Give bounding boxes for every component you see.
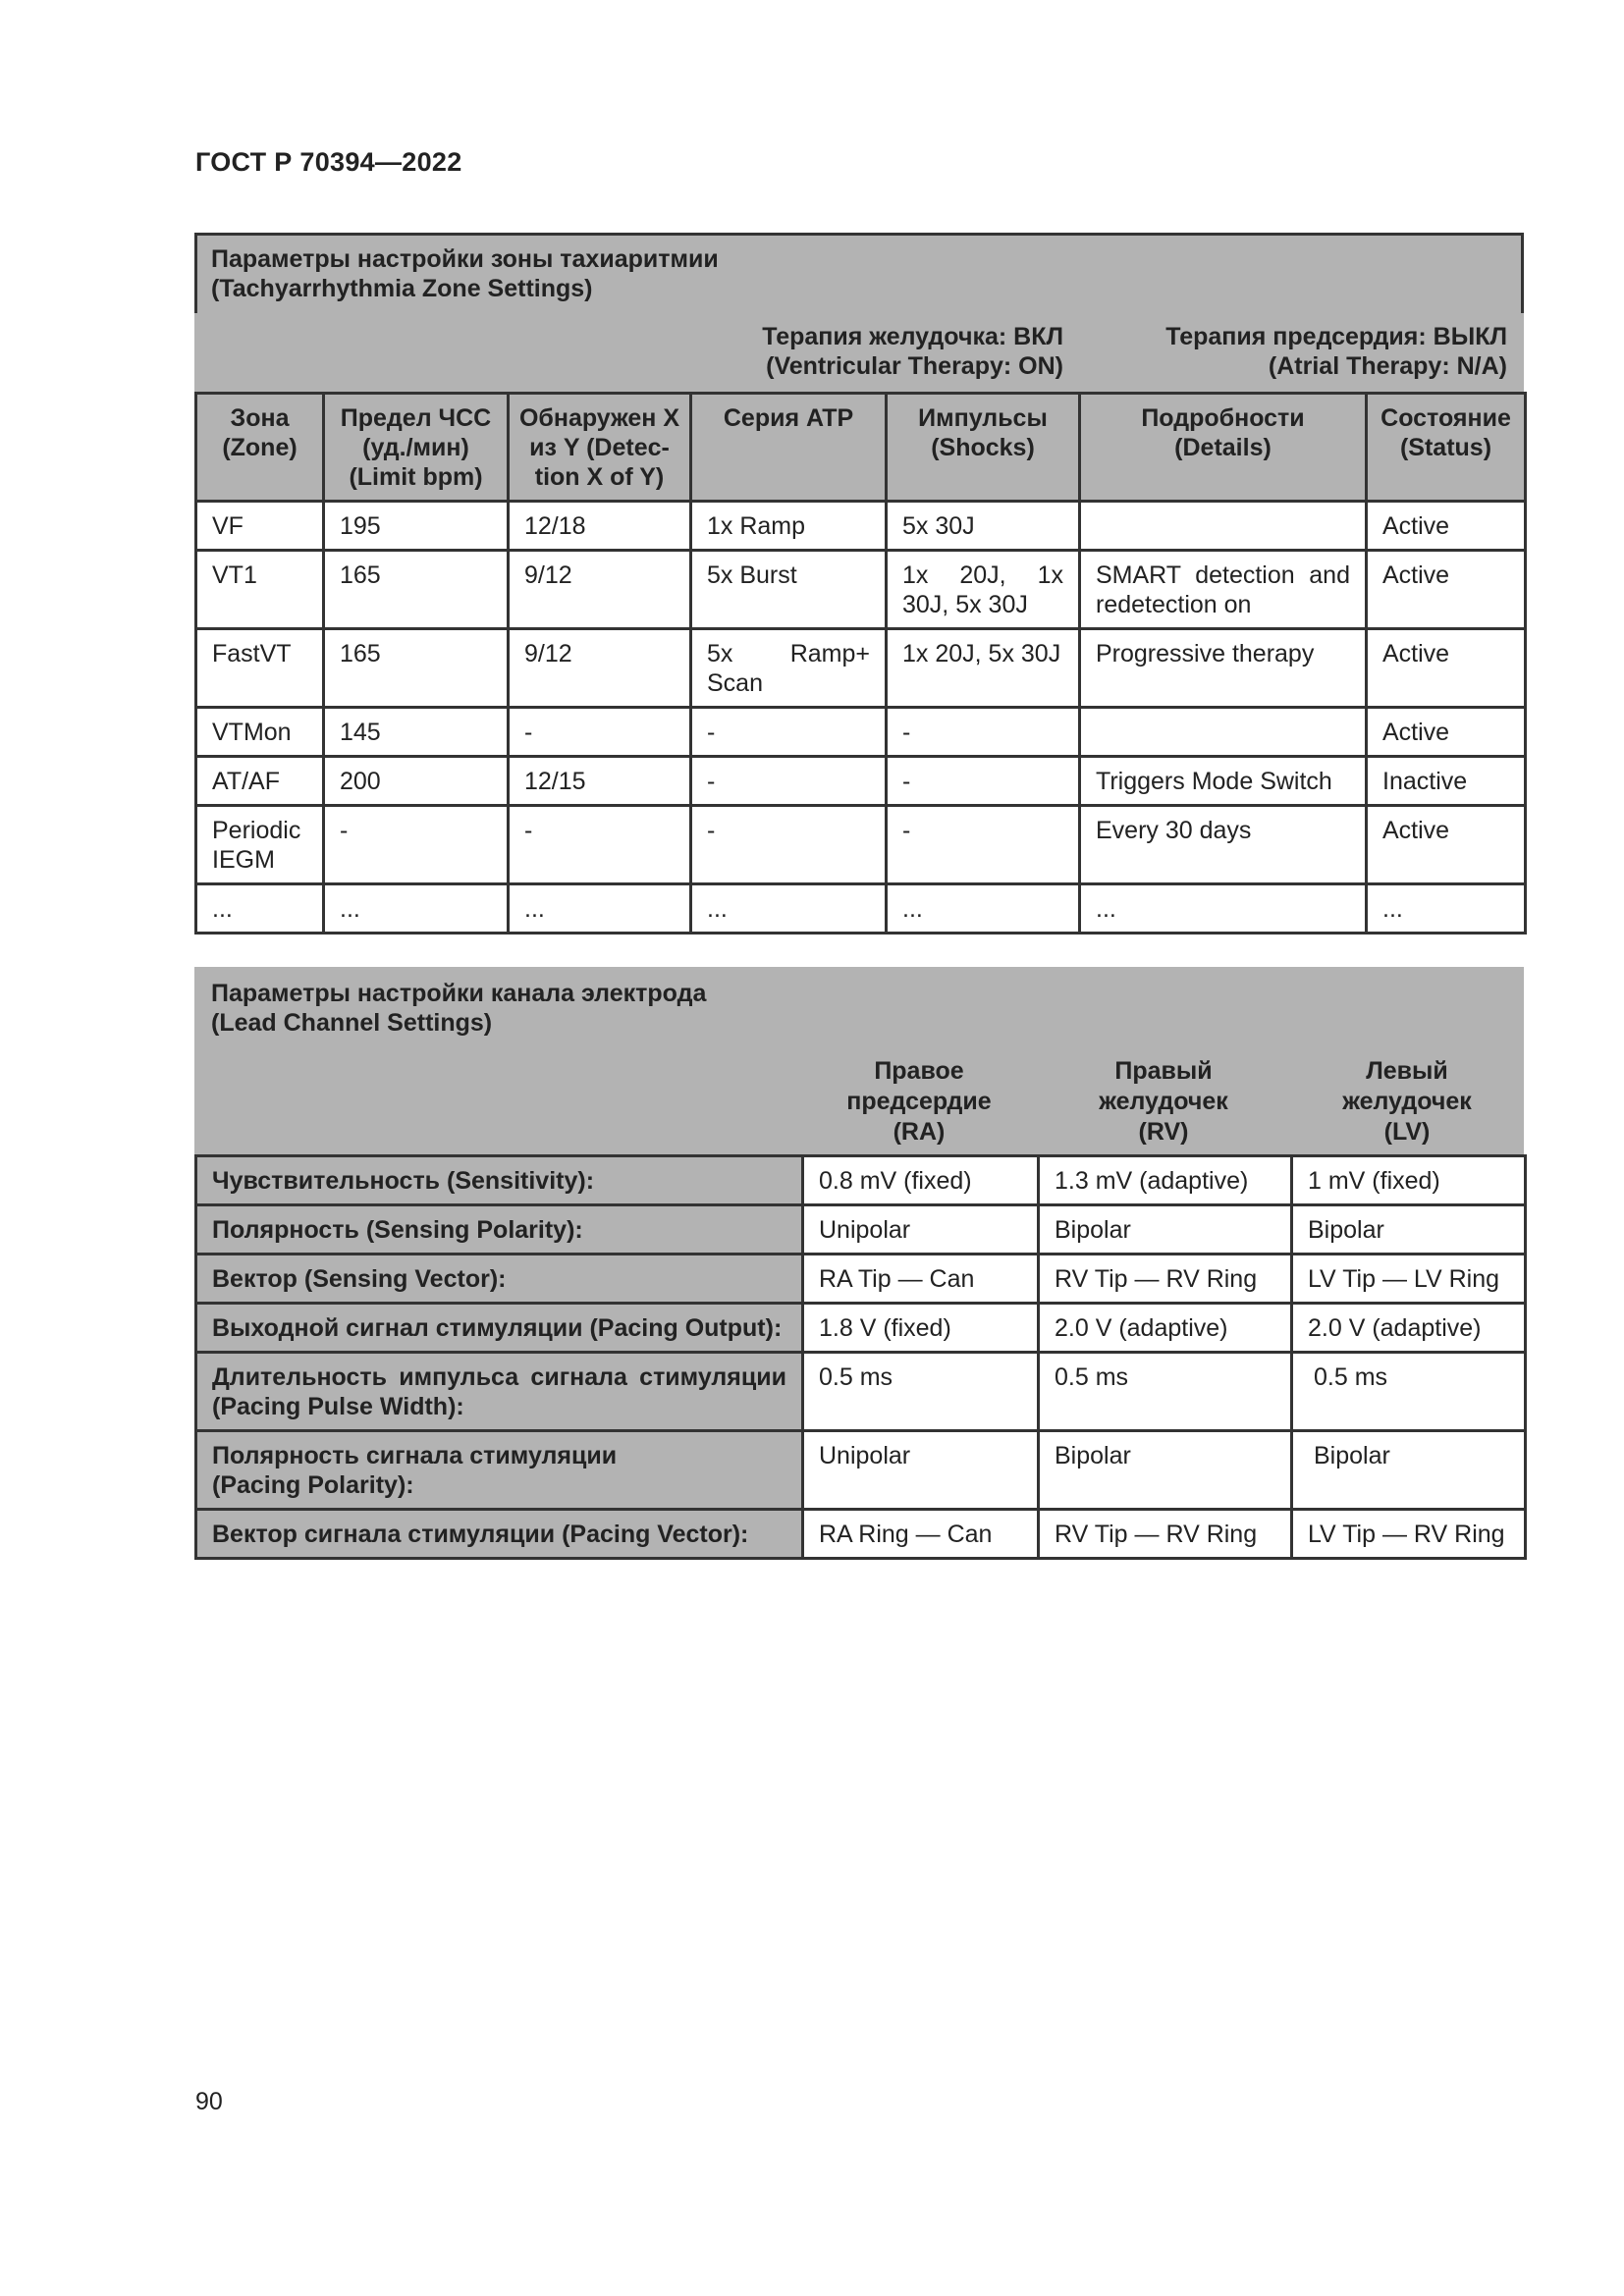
cell-detection: 12/15 xyxy=(509,757,691,806)
col-detection xyxy=(509,394,691,502)
cell-ra: Unipolar xyxy=(803,1205,1039,1255)
cell-lv: 2.0 V (adaptive) xyxy=(1292,1304,1526,1353)
col-head-lv-l3: (LV) xyxy=(1383,1118,1431,1146)
cell-details: Triggers Mode Switch xyxy=(1080,757,1367,806)
col-zone-ru: Зона xyxy=(230,404,290,432)
cell-zone: FastVT xyxy=(196,629,324,708)
cell-zone: VTMon xyxy=(196,708,324,757)
col-head-ra-l1: Правое xyxy=(874,1057,964,1085)
cell-zone: VF xyxy=(196,502,324,551)
col-head-rv xyxy=(1037,1056,1290,1148)
cell-lv: 1 mV (fixed) xyxy=(1292,1156,1526,1205)
cell-status: Active xyxy=(1367,708,1526,757)
cell-lv: LV Tip — RV Ring xyxy=(1292,1510,1526,1559)
pacing-polarity-label-en: (Pacing Polarity): xyxy=(212,1471,414,1499)
table-row xyxy=(196,884,1526,934)
col-limit-ru2: (уд./мин) xyxy=(362,434,469,461)
ventricular-therapy-en: (Ventricular Therapy: ON) xyxy=(766,352,1063,380)
tachy-title-ru: Параметры настройки зоны тахиаритмии xyxy=(211,245,719,273)
cell-limit: 195 xyxy=(324,502,509,551)
cell-detection: 12/18 xyxy=(509,502,691,551)
tachy-title-en: (Tachyarrhythmia Zone Settings) xyxy=(211,275,593,302)
cell-atp: ... xyxy=(691,884,887,934)
row-label-sensing-polarity: Полярность (Sensing Polarity): xyxy=(196,1205,803,1255)
cell-rv: RV Tip — RV Ring xyxy=(1039,1510,1292,1559)
row-label-pacing-output: Выходной сигнал стимуляции (Pacing Output): xyxy=(196,1304,803,1353)
cell-details: SMART detection and redetection on xyxy=(1080,551,1367,629)
cell-status: Active xyxy=(1367,502,1526,551)
table-row xyxy=(196,1353,1526,1431)
table-row xyxy=(196,502,1526,551)
col-head-lv-l2: желудочек xyxy=(1342,1088,1472,1115)
cell-atp: - xyxy=(691,806,887,884)
lead-title-en: (Lead Channel Settings) xyxy=(211,1009,493,1037)
cell-ra: RA Tip — Can xyxy=(803,1255,1039,1304)
cell-status: Active xyxy=(1367,806,1526,884)
row-label-pacing-vector: Вектор сигнала стимуляции (Pacing Vector): xyxy=(196,1510,803,1559)
col-detection-en: tion X of Y) xyxy=(534,463,665,491)
ventricular-therapy-status xyxy=(762,322,1063,381)
col-atp-ru: Серия ATP xyxy=(723,404,854,432)
atrial-therapy-en: (Atrial Therapy: N/A) xyxy=(1268,352,1507,380)
col-head-ra-l2: предсердие xyxy=(846,1088,992,1115)
ventricular-therapy-ru: Терапия желудочка: ВКЛ xyxy=(762,323,1063,350)
col-limit-en: (Limit bpm) xyxy=(349,463,483,491)
col-status-ru: Состояние xyxy=(1380,404,1511,432)
cell-ra: RA Ring — Can xyxy=(803,1510,1039,1559)
tachy-header-row xyxy=(196,394,1526,502)
cell-rv: Bipolar xyxy=(1039,1431,1292,1510)
col-detection-ru: Обнаружен X xyxy=(518,404,680,432)
cell-zone: AT/AF xyxy=(196,757,324,806)
col-shocks xyxy=(887,394,1080,502)
cell-ra: Unipolar xyxy=(803,1431,1039,1510)
col-head-rv-l3: (RV) xyxy=(1138,1118,1189,1146)
lead-title xyxy=(211,979,706,1038)
cell-details xyxy=(1080,708,1367,757)
col-zone-en: (Zone) xyxy=(222,434,298,461)
cell-lv: LV Tip — LV Ring xyxy=(1292,1255,1526,1304)
cell-atp: 5x Burst xyxy=(691,551,887,629)
cell-limit: 200 xyxy=(324,757,509,806)
pacing-polarity-label-ru: Полярность сигнала стимуляции xyxy=(212,1442,618,1469)
cell-lv: 0.5 ms xyxy=(1292,1353,1526,1431)
cell-detection: 9/12 xyxy=(509,629,691,708)
col-details-en: (Details) xyxy=(1174,434,1272,461)
col-details-ru: Подробности xyxy=(1141,404,1305,432)
cell-atp: - xyxy=(691,757,887,806)
table-row xyxy=(196,1156,1526,1205)
cell-detection: ... xyxy=(509,884,691,934)
table-row xyxy=(196,1205,1526,1255)
cell-rv: 0.5 ms xyxy=(1039,1353,1292,1431)
lead-channel-section xyxy=(194,967,1524,1560)
row-label-sensing-vector: Вектор (Sensing Vector): xyxy=(196,1255,803,1304)
cell-atp: 1x Ramp xyxy=(691,502,887,551)
cell-ra: 0.5 ms xyxy=(803,1353,1039,1431)
cell-detection: 9/12 xyxy=(509,551,691,629)
cell-shocks: - xyxy=(887,708,1080,757)
row-label-sensitivity: Чувствительность (Sensitivity): xyxy=(196,1156,803,1205)
cell-limit: 165 xyxy=(324,551,509,629)
cell-detection: - xyxy=(509,806,691,884)
cell-rv: RV Tip — RV Ring xyxy=(1039,1255,1292,1304)
cell-status: Inactive xyxy=(1367,757,1526,806)
cell-rv: 1.3 mV (adaptive) xyxy=(1039,1156,1292,1205)
atrial-therapy-ru: Терапия предсердия: ВЫКЛ xyxy=(1165,323,1507,350)
tachy-zone-table xyxy=(194,392,1527,934)
cell-atp: - xyxy=(691,708,887,757)
col-head-lv-l1: Левый xyxy=(1366,1057,1448,1085)
cell-shocks: - xyxy=(887,806,1080,884)
lead-channel-table xyxy=(194,1154,1527,1560)
pulse-width-label-en: (Pacing Pulse Width): xyxy=(212,1393,464,1420)
col-shocks-ru: Импульсы xyxy=(918,404,1048,432)
cell-zone: Periodic IEGM xyxy=(196,806,324,884)
cell-details: Every 30 days xyxy=(1080,806,1367,884)
cell-zone: VT1 xyxy=(196,551,324,629)
cell-shocks: 5x 30J xyxy=(887,502,1080,551)
col-zone xyxy=(196,394,324,502)
table-row xyxy=(196,1431,1526,1510)
cell-atp: 5x Ramp+ Scan xyxy=(691,629,887,708)
cell-shocks: 1x 20J, 1x 30J, 5x 30J xyxy=(887,551,1080,629)
cell-lv: Bipolar xyxy=(1292,1205,1526,1255)
cell-status: Active xyxy=(1367,629,1526,708)
cell-details: Progressive therapy xyxy=(1080,629,1367,708)
row-label-pacing-polarity xyxy=(196,1431,803,1510)
cell-limit: 165 xyxy=(324,629,509,708)
table-row xyxy=(196,806,1526,884)
cell-limit: - xyxy=(324,806,509,884)
cell-ra: 0.8 mV (fixed) xyxy=(803,1156,1039,1205)
tachy-header-panel xyxy=(194,233,1524,392)
cell-status: ... xyxy=(1367,884,1526,934)
col-status xyxy=(1367,394,1526,502)
cell-detection: - xyxy=(509,708,691,757)
cell-shocks: - xyxy=(887,757,1080,806)
pulse-width-label-ru: Длительность импульса сигнала стимуляции xyxy=(212,1363,786,1391)
cell-limit: ... xyxy=(324,884,509,934)
cell-status: Active xyxy=(1367,551,1526,629)
cell-shocks: 1x 20J, 5x 30J xyxy=(887,629,1080,708)
col-head-ra-l3: (RA) xyxy=(893,1118,946,1146)
cell-limit: 145 xyxy=(324,708,509,757)
col-head-rv-l2: желудочек xyxy=(1099,1088,1228,1115)
col-details xyxy=(1080,394,1367,502)
lead-header-panel xyxy=(194,967,1524,1154)
row-label-pulse-width xyxy=(196,1353,803,1431)
col-head-ra xyxy=(801,1056,1037,1148)
cell-shocks: ... xyxy=(887,884,1080,934)
col-limit-ru: Предел ЧСС xyxy=(340,404,492,432)
cell-lv: Bipolar xyxy=(1292,1431,1526,1510)
col-atp-series xyxy=(691,394,887,502)
atrial-therapy-status xyxy=(1165,322,1507,381)
cell-details: ... xyxy=(1080,884,1367,934)
cell-rv: Bipolar xyxy=(1039,1205,1292,1255)
col-limit-bpm xyxy=(324,394,509,502)
page-number: 90 xyxy=(195,2088,223,2115)
col-detection-ru2: из Y (Detec- xyxy=(529,434,670,461)
cell-zone: ... xyxy=(196,884,324,934)
lead-title-ru: Параметры настройки канала электрода xyxy=(211,980,707,1007)
table-row xyxy=(196,1304,1526,1353)
col-status-en: (Status) xyxy=(1399,434,1492,461)
col-head-lv xyxy=(1290,1056,1524,1148)
cell-ra: 1.8 V (fixed) xyxy=(803,1304,1039,1353)
cell-rv: 2.0 V (adaptive) xyxy=(1039,1304,1292,1353)
tachy-title xyxy=(211,244,719,303)
tachy-zone-section xyxy=(194,233,1524,934)
table-row xyxy=(196,708,1526,757)
document-header: ГОСТ Р 70394—2022 xyxy=(195,147,462,177)
table-row xyxy=(196,551,1526,629)
table-row xyxy=(196,757,1526,806)
col-shocks-en: (Shocks) xyxy=(931,434,1035,461)
table-row xyxy=(196,1510,1526,1559)
cell-details xyxy=(1080,502,1367,551)
table-row xyxy=(196,629,1526,708)
table-row xyxy=(196,1255,1526,1304)
col-head-rv-l1: Правый xyxy=(1114,1057,1213,1085)
